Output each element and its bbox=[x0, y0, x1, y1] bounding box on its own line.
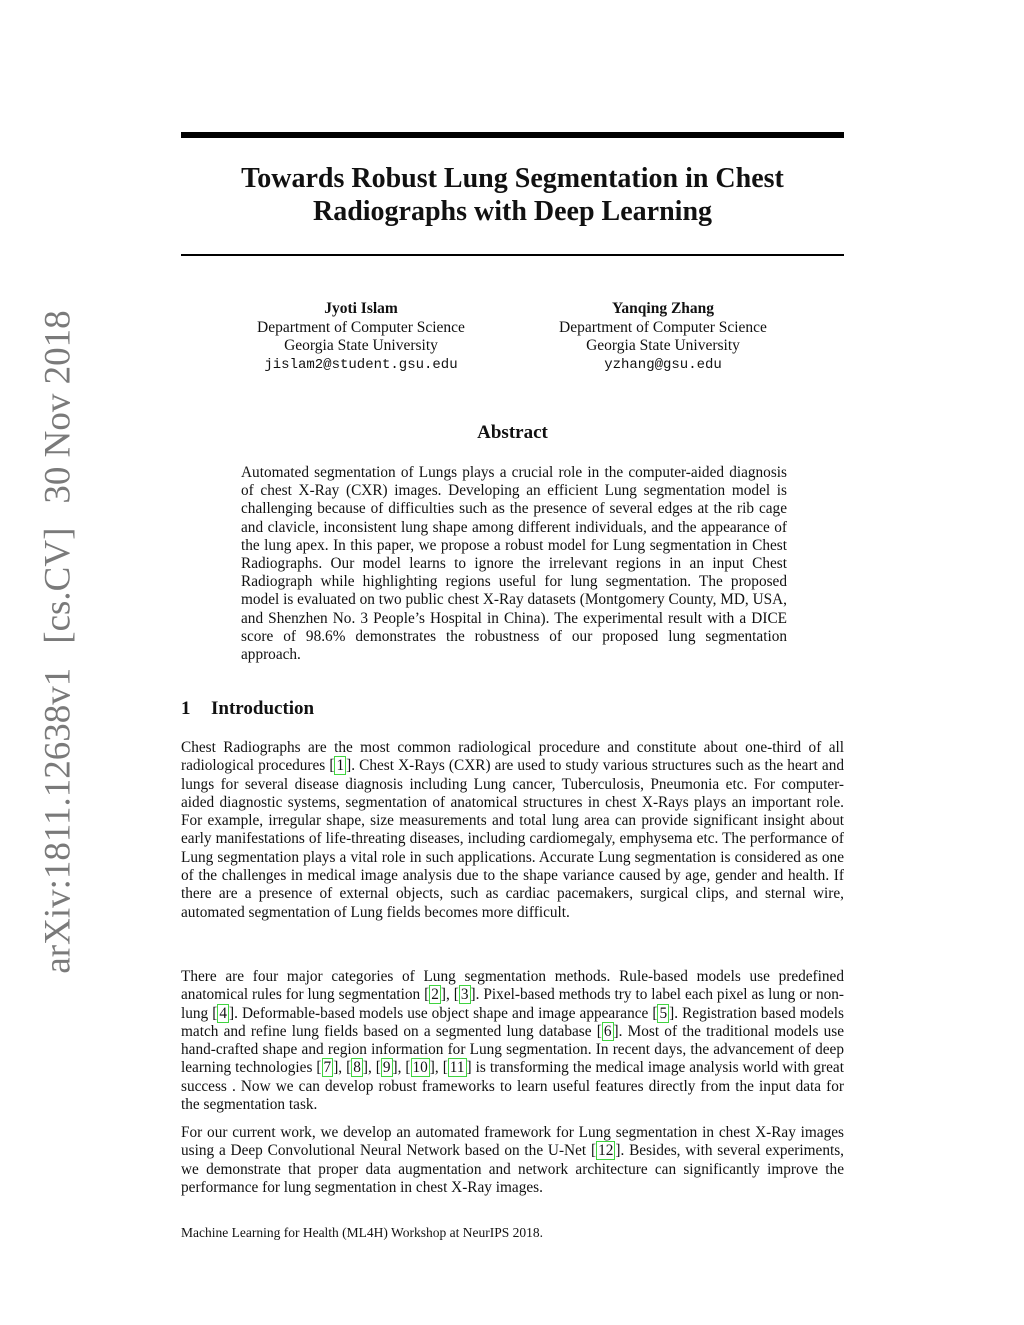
text-run: . Pixel-based methods try to label each pixel as lung or non-lung bbox=[181, 986, 844, 1022]
citation-link[interactable]: 8 bbox=[353, 1059, 361, 1077]
text-run: For our current work, we develop an automated framework for Lung segmentation in chest X-Ray images using a Deep Convolutional Neural Network based on the U-Net bbox=[181, 1124, 844, 1160]
arxiv-id: arXiv:1811.12638v1 bbox=[37, 667, 79, 974]
arxiv-category: [cs.CV] bbox=[37, 527, 79, 644]
author-university: Georgia State University bbox=[586, 337, 740, 354]
section-heading-introduction bbox=[181, 698, 314, 720]
title-bottom-rule bbox=[181, 254, 844, 256]
text-run: There are four major categories of Lung segmentation methods. Rule-based models use predefined anatomical rules for lung segmentation bbox=[181, 968, 844, 1004]
citation-link[interactable]: 7 bbox=[323, 1059, 332, 1077]
section-title: Introduction bbox=[211, 698, 315, 719]
citation-link[interactable]: 2 bbox=[431, 986, 439, 1004]
abstract-text: Automated segmentation of Lungs plays a crucial role in the computer-aided diagnosis of chest X-Ray (CXR) images. Developing an efficient Lung segmentation model is challenging because of difficulties such as the presence of several edges at the rib cage and clavicle, inconsistent lung shape among different individuals, and the appearance of the lung apex. In this paper, we propose a robust model for Lung segmentation in Chest Radiographs. Our model learns to ignore the irrelevant regions in an input Chest Radiograph while highlighting regions useful for lung segmentation. The proposed model is evaluated on two public chest X-Ray datasets (Montgomery County, MD, USA, and Shenzhen No. 3 People’s Hospital in China). The experimental result with a DICE score of 98.6% demonstrates the robustness of our proposed lung segmentation approach. bbox=[241, 464, 787, 664]
citation-link[interactable]: 12 bbox=[598, 1142, 614, 1160]
author-university: Georgia State University bbox=[284, 337, 438, 354]
text-run: . Chest X-Rays (CXR) are used to study various structures such as the heart and lungs for several disease diagnosis including Lung cancer, Tuberculosis, Pneumonia etc. For computer-aided diagnostic systems, segmentation of anatomical structures in chest X-Rays plays an important role. For example, irregular shape, size measurements and total lung area can provide significant insight about early manifestations of life-threating diseases, including cardiomegaly, emphysema etc. The performance of Lung segmentation plays a vital role in such applications. Accurate Lung segmentation is considered as one of the challenges in medical image analysis due to the shape variance caused by age, gender and health. If there are a presence of external objects, such as cardiac pacemakers, surgical clips, and sternal wire, automated segmentation of Lung fields becomes more difficult. bbox=[181, 757, 844, 921]
text-run: . Deformable-based models use object shape and image appearance bbox=[234, 1004, 653, 1022]
author-email[interactable]: yzhang@gsu.edu bbox=[604, 356, 722, 373]
author-block-1 bbox=[221, 300, 501, 374]
citation-link[interactable]: 4 bbox=[219, 1004, 228, 1022]
footnote: Machine Learning for Health (ML4H) Workshop at NeurIPS 2018. bbox=[181, 1225, 543, 1240]
paper-title bbox=[181, 162, 844, 228]
citation-link[interactable]: 6 bbox=[603, 1022, 612, 1040]
author-email[interactable]: jislam2@student.gsu.edu bbox=[264, 356, 458, 373]
intro-paragraph-3: For our current work, we develop an automated framework for Lung segmentation in chest X-Ray images using a Deep Convolutional Neural Network based on the U-Net [ 12 ]. Besides, with several experiments, we demonstrate that proper data augmentation and network architecture can significantly improve the performance for lung segmentation in chest X-Ray images. bbox=[181, 1124, 845, 1196]
text-run: is transforming the medical image analysis world with great success . Now we can develop robust frameworks to learn useful features directly from the input data for the segmentation task. bbox=[181, 1059, 844, 1114]
citation-link[interactable]: 3 bbox=[460, 986, 469, 1004]
citation-link[interactable]: 5 bbox=[659, 1004, 668, 1022]
author-name: Yanqing Zhang bbox=[611, 300, 715, 317]
author-block-2 bbox=[523, 300, 803, 374]
abstract-heading: Abstract bbox=[477, 422, 548, 443]
author-department: Department of Computer Science bbox=[257, 318, 465, 336]
citation-link[interactable]: 10 bbox=[412, 1059, 428, 1077]
arxiv-date: 30 Nov 2018 bbox=[37, 310, 79, 504]
citation-link[interactable]: 1 bbox=[336, 757, 345, 775]
text-run: . Most of the traditional models use hand-crafted shape and region information for Lung segmentation. In recent days, the advancement of deep learning technologies bbox=[181, 1022, 844, 1077]
text-run: Chest Radiographs are the most common radiological procedure and constitute about one-third of all radiological procedures bbox=[181, 739, 844, 775]
author-name: Jyoti Islam bbox=[324, 300, 398, 317]
intro-paragraph-2: There are four major categories of Lung segmentation methods. Rule-based models use predefined anatomical rules for lung segmentation [ 2 ], [ 3 ]. Pixel-based methods try to label each pixel as lung or non-lung [ 4 ]. Deformable-based models use object shape and image appearance [ 5 ]. Registration based models match and refine lung fields based on a segmented lung database [ 6 ]. Most of the traditional models use hand-crafted shape and region information for Lung segmentation. In recent days, the advancement of deep learning technologies [ 7 ], [ 8 ], [ 9 ], [ 10 ], [ 11 ] is transforming the medical image analysis world with great success . Now we can develop robust frameworks to learn useful features directly from the input data for the segmentation task. bbox=[181, 968, 844, 1114]
title-line-1: Towards Robust Lung Segmentation in Chest bbox=[241, 163, 784, 194]
text-run: . Registration based models match and refine lung fields based on a segmented lung database bbox=[181, 1004, 844, 1040]
citation-link[interactable]: 11 bbox=[449, 1059, 465, 1077]
top-rule bbox=[181, 132, 844, 138]
section-number: 1 bbox=[181, 698, 191, 719]
intro-paragraph-1: Chest Radiographs are the most common radiological procedure and constitute about one-third of all radiological procedures [ 1 ]. Chest X-Rays (CXR) are used to study various structures such as the heart and lungs for several disease diagnosis including Lung cancer, Tuberculosis, Pneumonia etc. For computer-aided diagnostic systems, segmentation of anatomical structures in chest X-Rays plays an important role. For example, irregular shape, size measurements and total lung area can provide significant insight about early manifestations of life-threating diseases, including cardiomegaly, emphysema etc. The performance of Lung segmentation plays a vital role in such applications. Accurate Lung segmentation is considered as one of the challenges in medical image analysis due to the shape variance caused by age, gender and health. If there are a presence of external objects, such as cardiac pacemakers, surgical clips, and sternal wire, automated segmentation of Lung fields becomes more difficult. bbox=[181, 739, 844, 921]
arxiv-identifier bbox=[37, 310, 80, 973]
text-run: . Besides, with several experiments, we demonstrate that proper data augmentation and network architecture can significantly improve the performance for lung segmentation in chest X-Ray images. bbox=[181, 1142, 845, 1196]
title-line-2: Radiographs with Deep Learning bbox=[312, 196, 713, 227]
citation-link[interactable]: 9 bbox=[382, 1059, 391, 1077]
author-department: Department of Computer Science bbox=[559, 318, 767, 336]
